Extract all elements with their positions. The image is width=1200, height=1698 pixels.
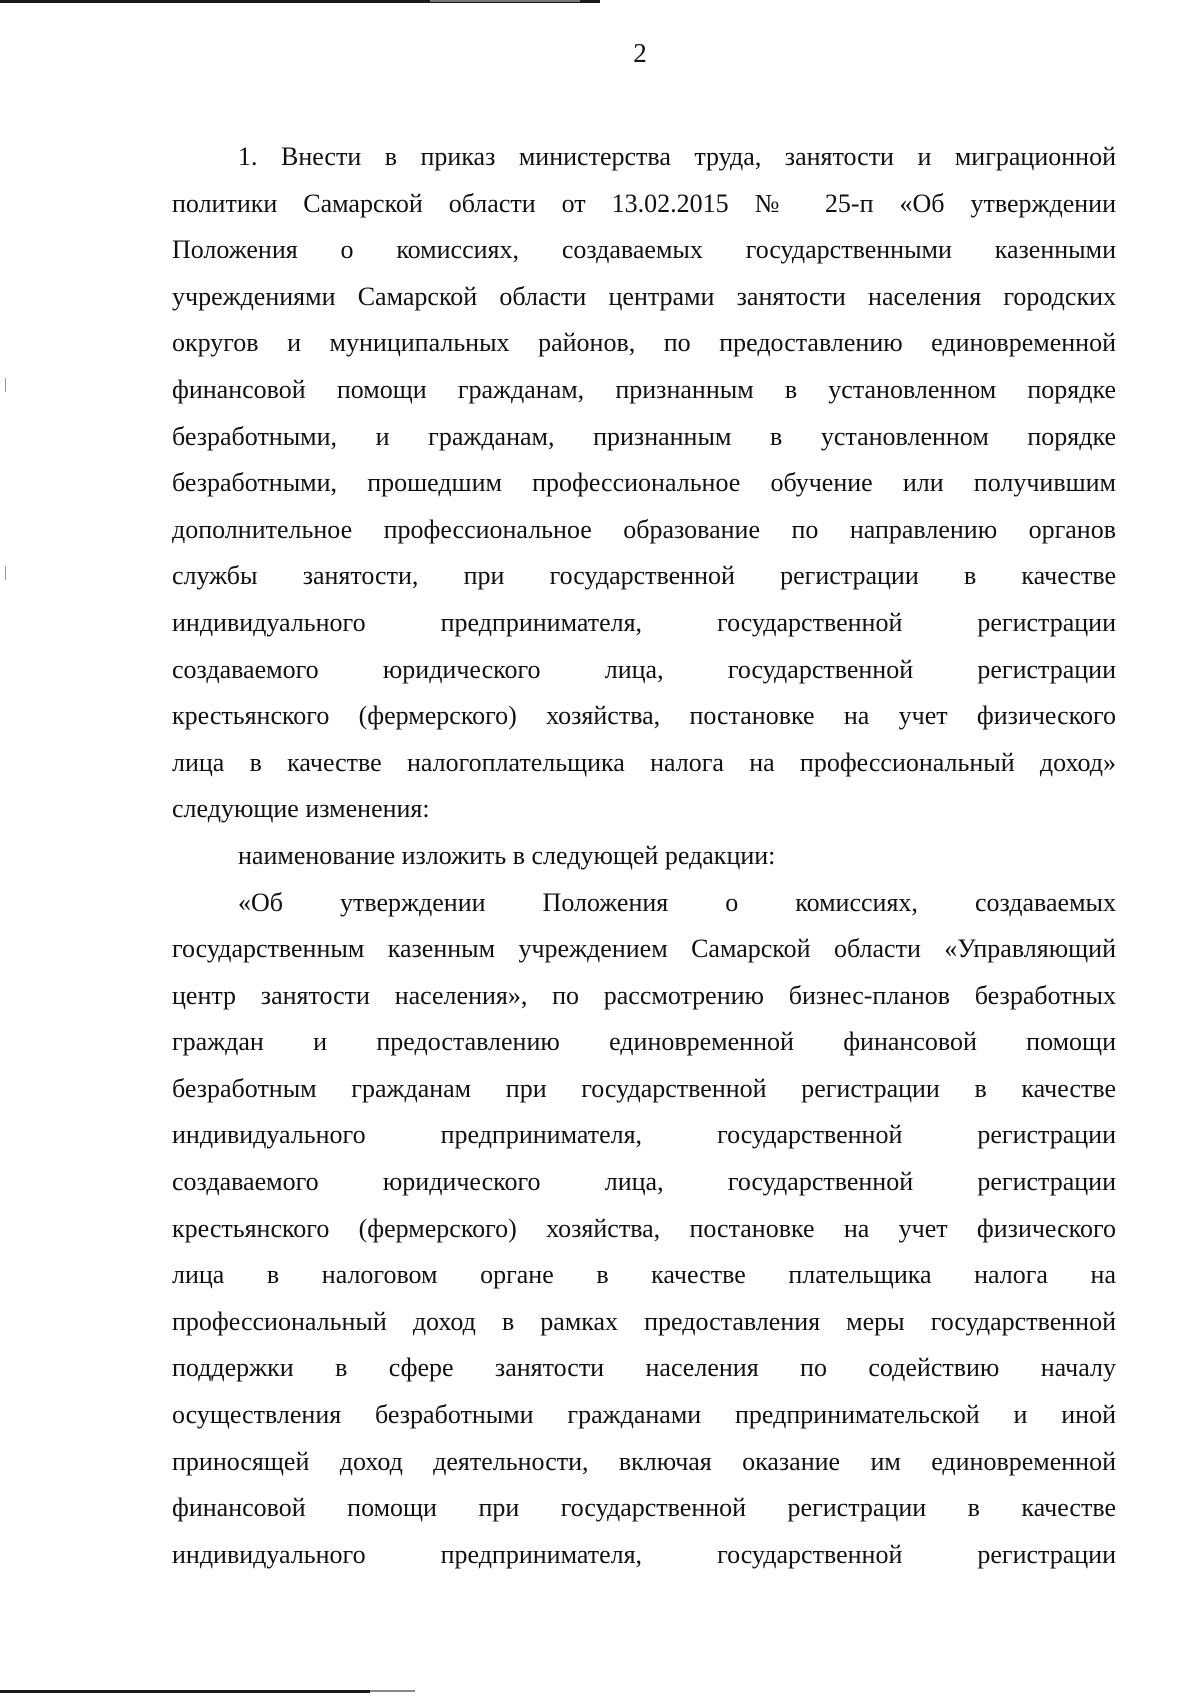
text-line: осуществления безработными гражданами предпринимательской и иной — [172, 1400, 1116, 1430]
text-line: округов и муниципальных районов, по предоставлению единовременной — [172, 328, 1116, 358]
text-line: крестьянского (фермерского) хозяйства, постановке на учет физического — [172, 1213, 1116, 1243]
text-line: профессиональный доход в рамках предоставления меры государственной — [172, 1306, 1116, 1336]
text-line: крестьянского (фермерского) хозяйства, постановке на учет физического — [172, 701, 1116, 731]
text-line: безработным гражданам при государственной регистрации в качестве — [172, 1073, 1116, 1103]
text-line: приносящей доход деятельности, включая оказание им единовременной — [172, 1446, 1116, 1476]
text-line: финансовой помощи при государственной регистрации в качестве — [172, 1493, 1116, 1523]
text-line: центр занятости населения», по рассмотрению бизнес-планов безработных — [172, 980, 1116, 1010]
text-line: государственным казенным учреждением Самарской области «Управляющий — [172, 934, 1116, 964]
text-line: безработными, и гражданам, признанным в установленном порядке — [172, 421, 1116, 451]
text-line: учреждениями Самарской области центрами занятости населения городских — [172, 281, 1116, 311]
text-line: безработными, прошедшим профессиональное обучение или получившим — [172, 468, 1116, 498]
scan-edge-bottom — [0, 1690, 370, 1693]
document-body — [172, 134, 1116, 1578]
scan-edge-top-faint — [430, 0, 580, 2]
text-line: финансовой помощи гражданам, признанным в установленном порядке — [172, 374, 1116, 404]
text-line: 1. Внести в приказ министерства труда, занятости и миграционной — [238, 142, 1116, 171]
text-line: «Об утверждении Положения о комиссиях, создаваемых — [238, 887, 1116, 917]
scan-edge-bottom-faint — [370, 1690, 415, 1692]
text-line: лица в налоговом органе в качестве плательщика налога на — [172, 1260, 1116, 1290]
text-line: создаваемого юридического лица, государственной регистрации — [172, 1167, 1116, 1197]
text-line: граждан и предоставлению единовременной финансовой помощи — [172, 1027, 1116, 1057]
text-line: создаваемого юридического лица, государственной регистрации — [172, 654, 1116, 684]
text-line: службы занятости, при государственной регистрации в качестве — [172, 561, 1116, 591]
margin-mark — [5, 566, 6, 580]
text-line: политики Самарской области от 13.02.2015 № 25-п «Об утверждении — [172, 188, 1116, 218]
margin-mark — [5, 378, 6, 392]
text-line: индивидуального предпринимателя, государственной регистрации — [172, 1539, 1116, 1569]
text-line: лица в качестве налогоплательщика налога на профессиональный доход» — [172, 747, 1116, 777]
page-number: 2 — [633, 38, 647, 68]
text-line: наименование изложить в следующей редакции: — [238, 840, 776, 870]
text-line: Положения о комиссиях, создаваемых государственными казенными — [172, 235, 1116, 265]
text-line: дополнительное профессиональное образование по направлению органов — [172, 514, 1116, 544]
text-line: индивидуального предпринимателя, государственной регистрации — [172, 607, 1116, 637]
text-line: следующие изменения: — [172, 794, 430, 824]
text-line: поддержки в сфере занятости населения по содействию началу — [172, 1353, 1116, 1383]
text-line: индивидуального предпринимателя, государственной регистрации — [172, 1120, 1116, 1150]
